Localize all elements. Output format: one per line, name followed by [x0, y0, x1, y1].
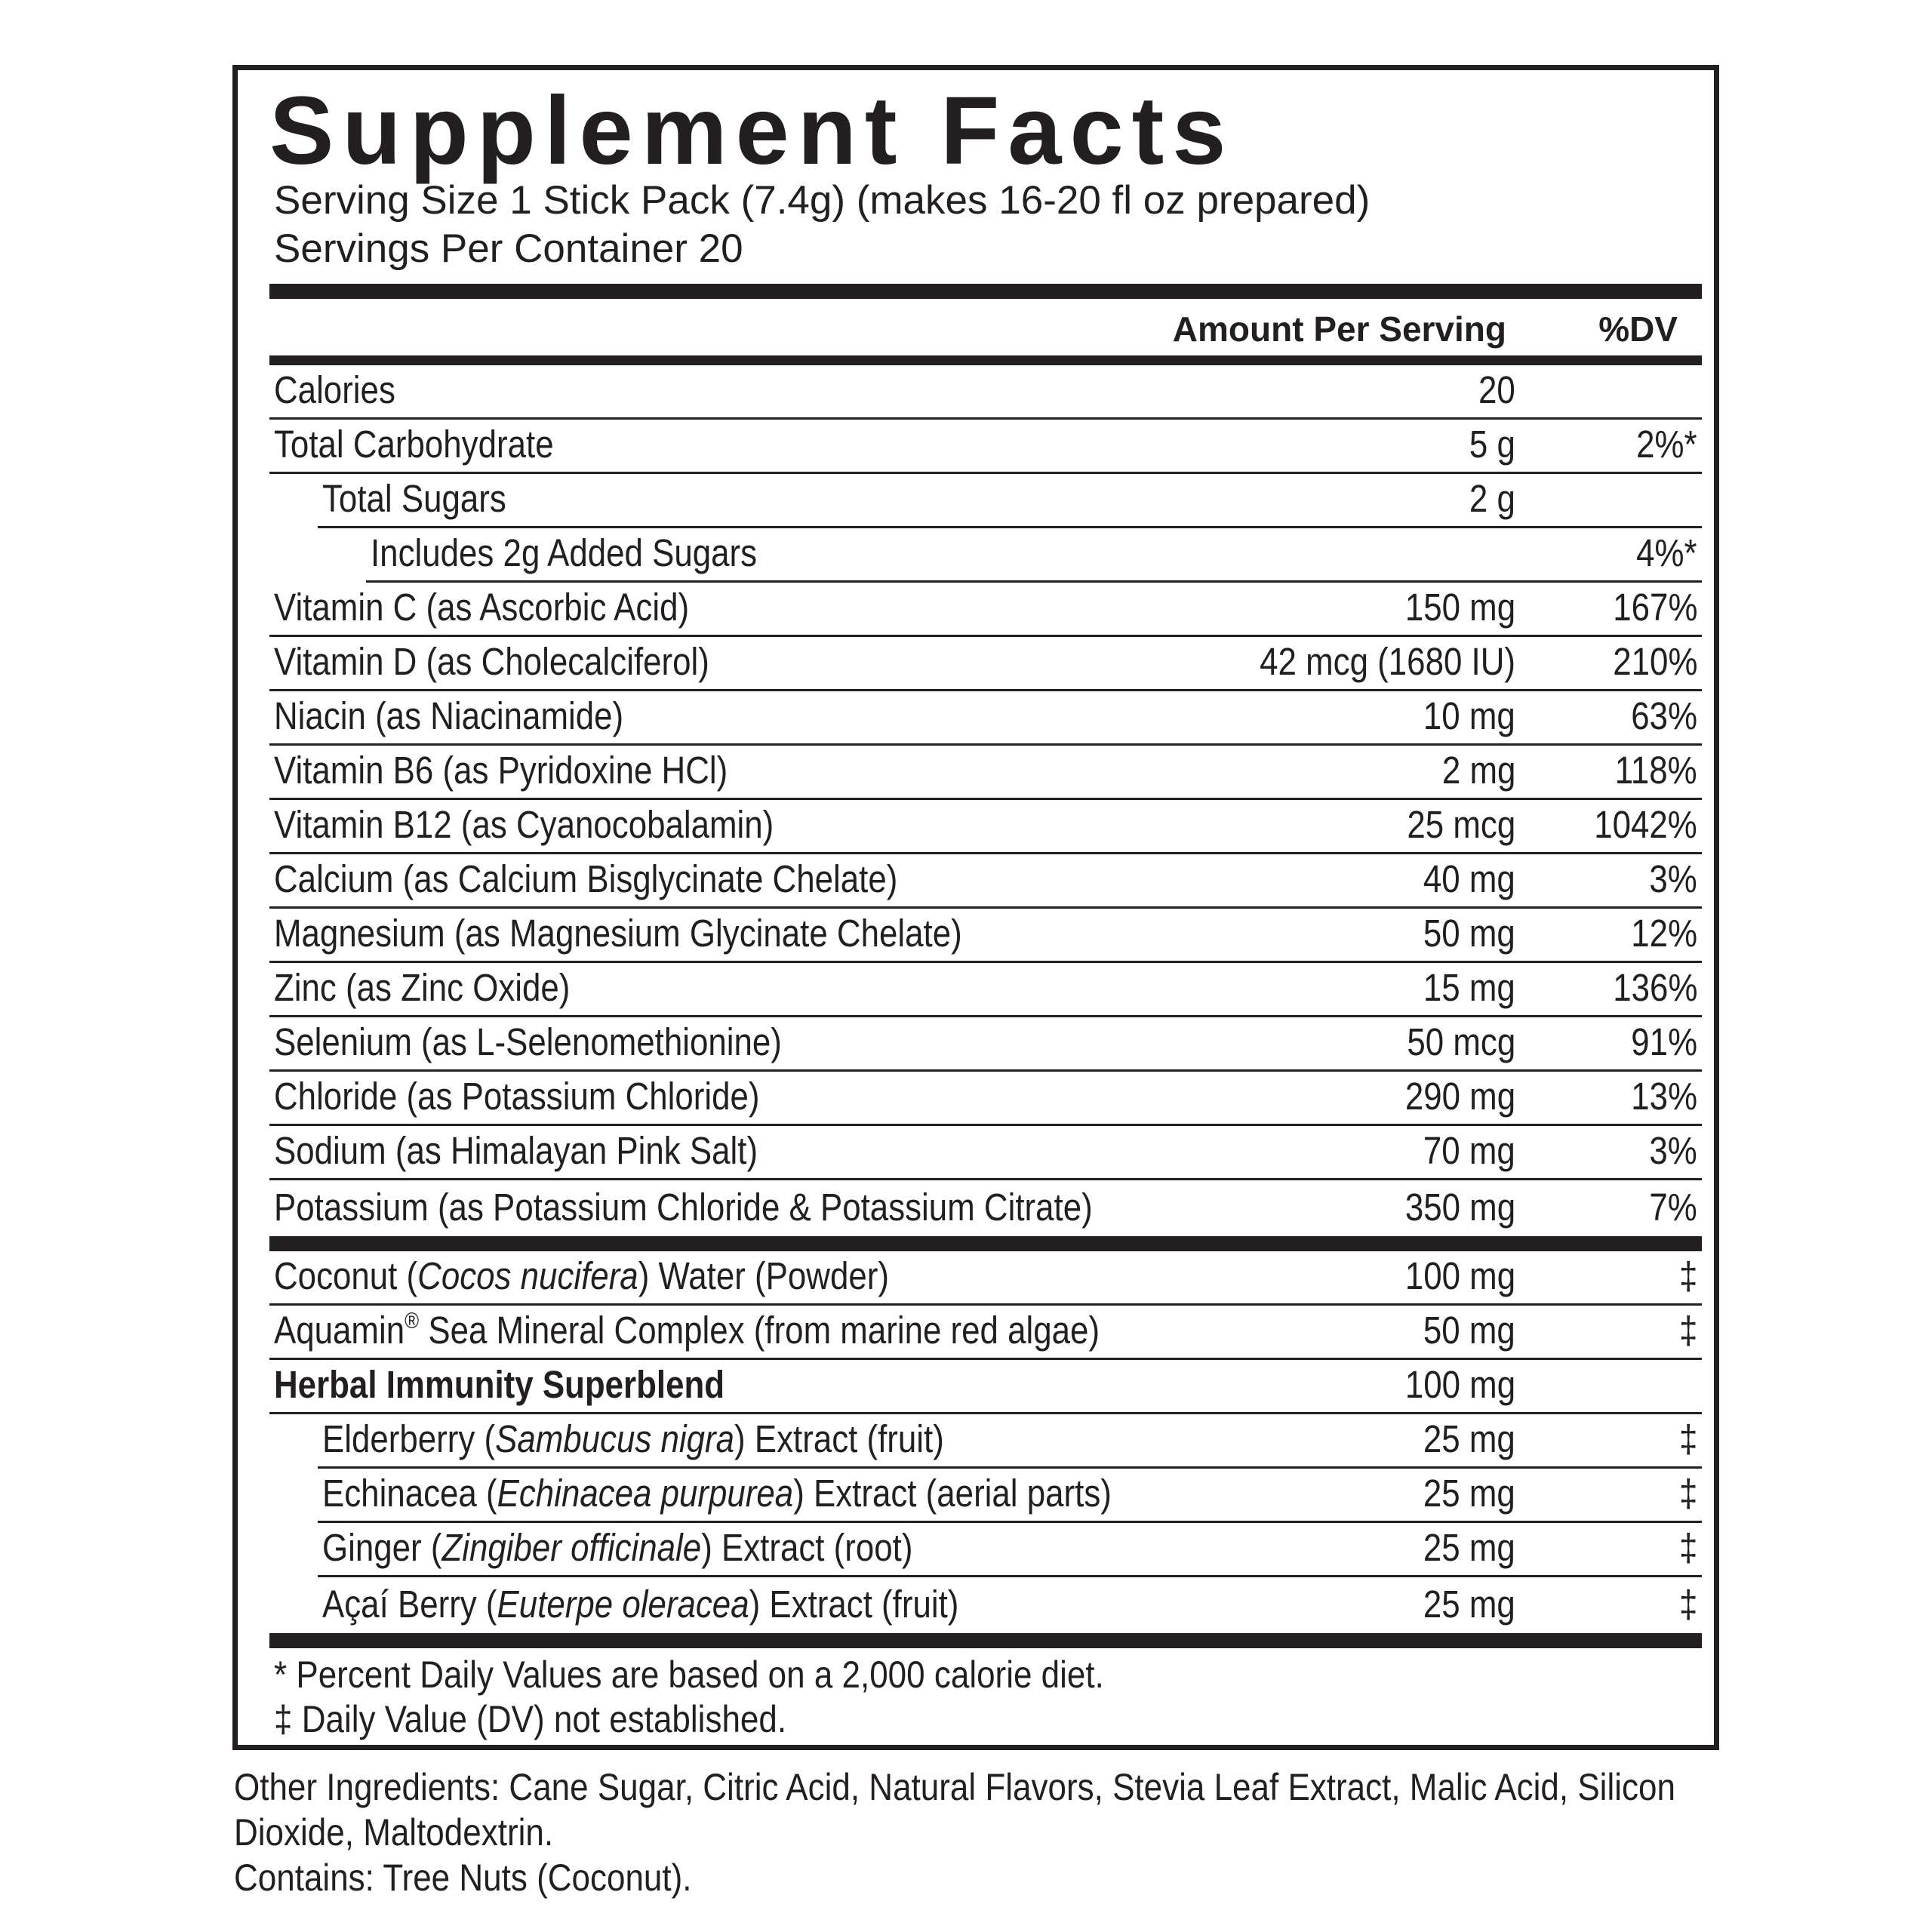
nutrient-dv: 91%: [1631, 1020, 1697, 1063]
nutrient-name: Vitamin B6 (as Pyridoxine HCl): [274, 749, 728, 792]
other-ingredients-line1: Other Ingredients: Cane Sugar, Citric Acid, Natural Flavors, Stevia Leaf Extract, Malic Acid, Silicon: [234, 1766, 1675, 1808]
nutrient-name: Includes 2g Added Sugars: [371, 531, 758, 574]
nutrient-dv: 1042%: [1594, 803, 1697, 846]
table-row: [269, 1360, 1702, 1414]
divider-thick: [269, 284, 1702, 299]
nutrient-dv: 136%: [1612, 966, 1697, 1009]
table-row: [269, 420, 1702, 474]
nutrient-name: Total Sugars: [322, 477, 506, 520]
nutrient-name: Vitamin B12 (as Cyanocobalamin): [274, 803, 774, 846]
registered-mark: ®: [405, 1309, 420, 1334]
footnote-dv-not-established: ‡ Daily Value (DV) not established.: [274, 1698, 787, 1740]
nutrient-name: Sodium (as Himalayan Pink Salt): [274, 1129, 758, 1172]
nutrient-dv: 4%*: [1636, 531, 1697, 574]
nutrient-dv: 3%: [1649, 1129, 1697, 1172]
nutrient-name: Magnesium (as Magnesium Glycinate Chelate): [274, 912, 962, 955]
table-row: [269, 583, 1702, 637]
nutrient-dv: 63%: [1631, 694, 1697, 737]
nutrient-amount: 25 mcg: [1407, 803, 1515, 846]
ingredient-amount: 50 mg: [1423, 1309, 1515, 1352]
table-row: [318, 1577, 1702, 1632]
table-row: [269, 909, 1702, 963]
ingredient-amount: 100 mg: [1404, 1254, 1515, 1297]
ingredient-amount: 25 mg: [1423, 1417, 1515, 1460]
table-row: [269, 365, 1702, 420]
nutrient-name: Chloride (as Potassium Chloride): [274, 1075, 760, 1118]
dagger-mark: ‡: [1678, 1472, 1697, 1515]
dagger-mark: ‡: [1678, 1583, 1697, 1626]
nutrient-dv: 2%*: [1636, 423, 1697, 466]
table-row: [318, 474, 1702, 528]
table-row: [366, 528, 1702, 583]
ingredient-amount: 25 mg: [1423, 1472, 1515, 1515]
nutrient-dv: 12%: [1631, 912, 1697, 955]
nutrient-amount: 150 mg: [1404, 586, 1515, 629]
blend-amount: 100 mg: [1404, 1363, 1515, 1406]
table-row: [269, 637, 1702, 691]
nutrient-amount: 2 mg: [1441, 749, 1515, 792]
servings-per-container: Servings Per Container 20: [274, 226, 743, 271]
table-row: [269, 1126, 1702, 1180]
nutrient-amount: 20: [1478, 368, 1515, 411]
nutrient-name: Calories: [274, 368, 395, 411]
ingredient-name: Elderberry (Sambucus nigra) Extract (fruit): [322, 1417, 944, 1460]
table-row: [269, 963, 1702, 1017]
table-row: [269, 746, 1702, 800]
ingredient-name: Açaí Berry (Euterpe oleracea) Extract (fruit): [322, 1583, 959, 1626]
nutrient-dv: 13%: [1631, 1075, 1697, 1118]
table-row: [269, 800, 1702, 854]
nutrient-name: Calcium (as Calcium Bisglycinate Chelate): [274, 857, 898, 900]
nutrient-amount: 50 mg: [1423, 912, 1515, 955]
nutrient-amount: 2 g: [1469, 477, 1515, 520]
nutrient-dv: 167%: [1612, 586, 1697, 629]
table-row: [318, 1523, 1702, 1577]
table-row: [318, 1414, 1702, 1469]
other-ingredients-line2: Dioxide, Maltodextrin.: [234, 1811, 554, 1854]
blend-name: Herbal Immunity Superblend: [274, 1363, 725, 1406]
header-dv: %DV: [1598, 309, 1678, 349]
ingredient-amount: 25 mg: [1423, 1526, 1515, 1569]
nutrient-dv: 7%: [1649, 1186, 1697, 1229]
nutrient-name: Potassium (as Potassium Chloride & Potassium Citrate): [274, 1186, 1093, 1229]
nutrient-name: Zinc (as Zinc Oxide): [274, 966, 571, 1009]
table-row: [269, 1251, 1702, 1306]
ingredient-name: Coconut (Cocos nucifera) Water (Powder): [274, 1254, 889, 1297]
nutrient-amount: 42 mcg (1680 IU): [1260, 640, 1515, 683]
nutrient-name: Vitamin D (as Cholecalciferol): [274, 640, 709, 683]
nutrient-amount: 290 mg: [1404, 1075, 1515, 1118]
table-row: [269, 1017, 1702, 1072]
table-row: [269, 691, 1702, 746]
nutrient-dv: 118%: [1615, 749, 1697, 792]
nutrient-amount: 15 mg: [1423, 966, 1515, 1009]
ingredient-amount: 25 mg: [1423, 1583, 1515, 1626]
supplement-facts-panel: [232, 65, 1719, 1750]
allergen-contains: Contains: Tree Nuts (Coconut).: [234, 1857, 692, 1899]
table-row: [269, 1072, 1702, 1126]
dagger-mark: ‡: [1678, 1526, 1697, 1569]
serving-size: Serving Size 1 Stick Pack (7.4g) (makes 16-20 fl oz prepared): [274, 178, 1371, 223]
nutrient-amount: 50 mcg: [1407, 1020, 1515, 1063]
ingredient-name: Echinacea (Echinacea purpurea) Extract (aerial parts): [322, 1472, 1112, 1515]
panel-title: Supplement Facts: [269, 77, 1235, 185]
ingredient-name: Aquamin® Sea Mineral Complex (from marine red algae): [274, 1309, 1100, 1352]
footnote-percent-dv: * Percent Daily Values are based on a 2,000 calorie diet.: [274, 1654, 1104, 1696]
nutrient-name: Total Carbohydrate: [274, 423, 554, 466]
nutrient-amount: 70 mg: [1423, 1129, 1515, 1172]
ingredient-name: Ginger (Zingiber officinale) Extract (root): [322, 1526, 913, 1569]
nutrient-amount: 350 mg: [1404, 1186, 1515, 1229]
dagger-mark: ‡: [1678, 1254, 1697, 1297]
table-row: [269, 854, 1702, 909]
nutrient-dv: 3%: [1649, 857, 1697, 900]
divider-thick: [269, 1633, 1702, 1648]
nutrient-name: Niacin (as Niacinamide): [274, 694, 624, 737]
divider-medium: [269, 355, 1702, 365]
nutrient-amount: 10 mg: [1423, 694, 1515, 737]
nutrient-amount: 5 g: [1469, 423, 1515, 466]
table-row: [269, 1306, 1702, 1360]
header-amount: Amount Per Serving: [1172, 309, 1506, 349]
nutrient-amount: 40 mg: [1423, 857, 1515, 900]
dagger-mark: ‡: [1678, 1309, 1697, 1352]
nutrient-dv: 210%: [1612, 640, 1697, 683]
table-row: [269, 1180, 1702, 1235]
divider-thick: [269, 1236, 1702, 1251]
dagger-mark: ‡: [1678, 1417, 1697, 1460]
nutrient-name: Vitamin C (as Ascorbic Acid): [274, 586, 690, 629]
nutrient-name: Selenium (as L-Selenomethionine): [274, 1020, 782, 1063]
table-row: [318, 1469, 1702, 1523]
